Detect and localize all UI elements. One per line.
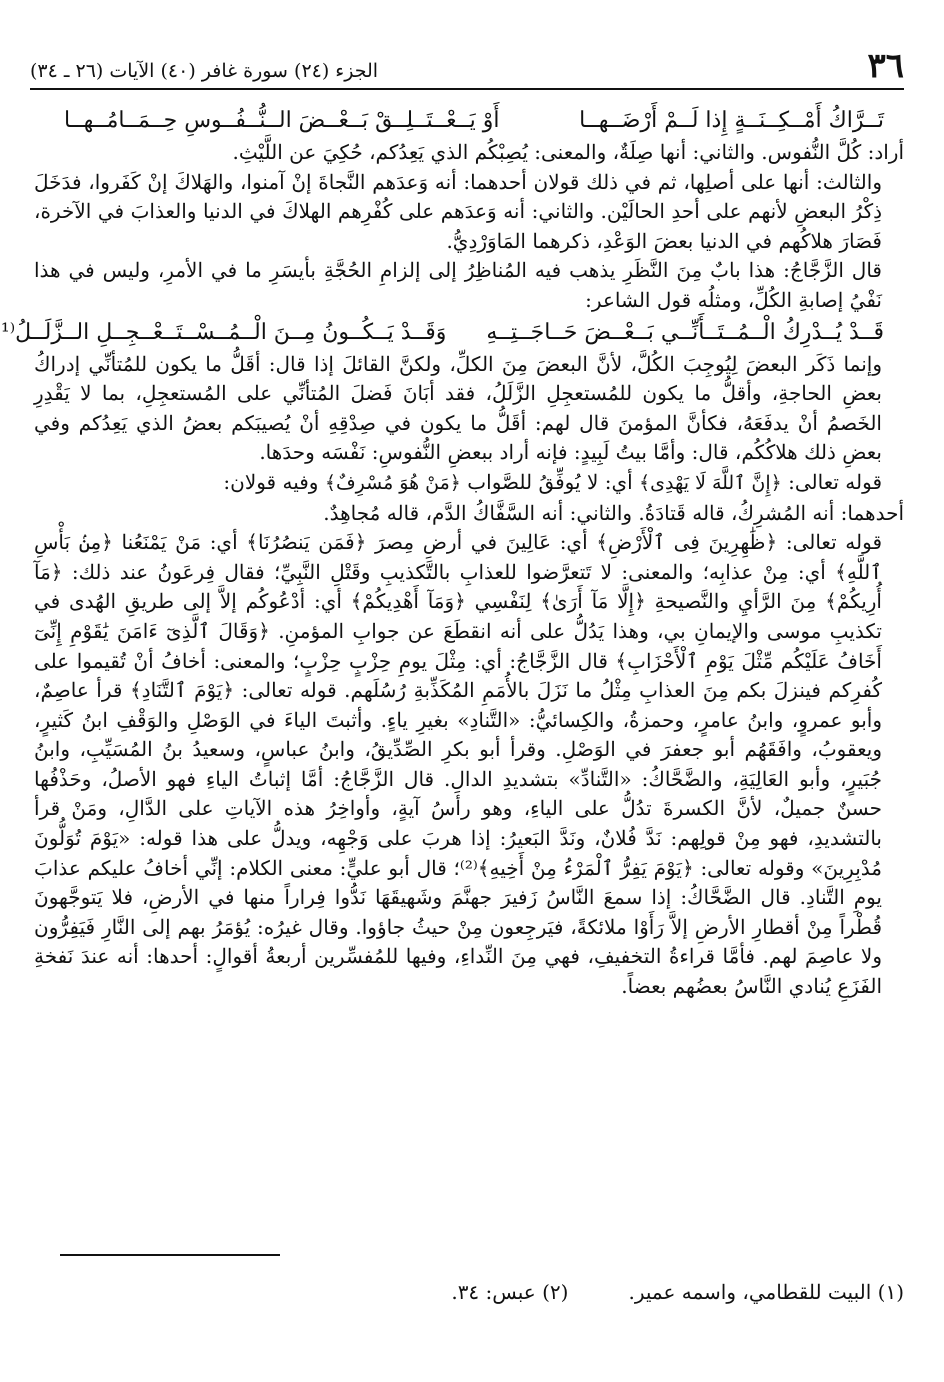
footnote-mark: (٢) bbox=[542, 1280, 569, 1304]
footnote-text: البيت للقطامي، واسمه عمير. bbox=[628, 1280, 872, 1304]
paragraph-5-part-c: وفيه قولان: bbox=[223, 469, 325, 494]
page-header bbox=[30, 44, 904, 90]
page-body bbox=[0, 104, 904, 1002]
paragraph-5-part-a: قوله تعالى: bbox=[781, 469, 882, 494]
verse-2-first-hemistich: قَــدْ يُــدْرِكُ الْــمُــتَــأَنِّــي بَــعْــضَ حَــاجَــتِــهِ bbox=[486, 319, 884, 345]
paragraph-3: قال الزَّجَّاجُ: هذا بابٌ مِنَ النَّظَرِ يذهب فيه المُناظِرُ إلى إلزامِ الحُجَّةِ بأيسَرِ ما في الأمرِ، وليس في هذا نَفْيُ إصابةِ الكُلِّ، ومثلُه قول الشاعر: bbox=[34, 258, 882, 312]
page-number: ٣٦ bbox=[867, 46, 904, 86]
verse-2-second-hemistich: وَقَــدْ يَــكُــونُ مِــنَ الْــمُــسْــتَــعْــجِــلِ الــزَّلَــلُ⁽¹ bbox=[0, 319, 447, 345]
paragraph-2: والثالث: أنها على أصلِها، ثم في ذلك قولان أحدهما: أنه وَعدَهم النَّجاةَ إنْ آمنوا، والهَلاكَ إنْ كَفَروا، فدَخَلَ ذِكْرُ البعضِ لأنهم على أحدِ الحالَيْن. والثاني: أنه وَعدَهم على كُفْرِهم الهلاكَ في الدنيا والعذابَ في الآخرة، فَصَارَ هلاكُهم في الدنيا بعضَ الوَعْدِ، ذكرهما المَاوَرْدِيُّ. bbox=[34, 169, 882, 253]
footnote-separator bbox=[60, 1254, 280, 1256]
paragraph-7: قوله تعالى: ﴿ظَٰهِرِينَ فِى ٱلْأَرْضِ﴾ أي: عَالِينَ في أرضِ مِصرَ ﴿فَمَن يَنصُرُنَا﴾ أي: مَنْ يَمْنَعُنا ﴿مِنۢ بَأْسِ ٱللَّهِ﴾ أي: مِنْ عذابِه؛ والمعنى: لا تَتعرَّضوا للعذابِ بالتَّكذيبِ وقَتْلِ النَّبِيِّ؛ فقال فِرعَونُ عند ذلك: ﴿مَآ أُرِيكُمْ﴾ مِنَ الرَّأيِ والنَّصيحةِ ﴿إِلَّا مَآ أَرَىٰ﴾ لِنَفْسِي ﴿وَمَآ أَهْدِيكُمْ﴾ أي: أدْعُوكُم إلاَّ إلى طريقِ الهُدى في تكذيبِ موسى والإيمانِ بي، وهذا يَدُلُّ على أنه انقطَعَ عن جوابِ المؤمنِ. ﴿وَقَالَ ٱلَّذِىٓ ءَامَنَ يَٰقَوْمِ إِنِّىٓ أَخَافُ عَلَيْكُم مِّثْلَ يَوْمِ ٱلْأَحْزَابِ﴾ قال الزَّجَّاجُ: أي: مِثْلَ يومِ حِزْبٍ حِزْبٍ؛ والمعنى: أخافُ أنْ تُقيموا على كُفرِكم فينزلَ بكم مِنَ العذابِ مِثْلُ ما نَزَلَ بالأُمَمِ المُكَذِّبةِ رُسُلَهم. قوله تعالى: ﴿يَوْمَ ٱلتَّنَادِ﴾ قرأ عاصِمٌ، وأبو عمروٍ، وابنُ عامرٍ، وحمزةُ، والكِسائيُّ: «التَّنادِ» بغيرِ ياءٍ. وأثبتَ الياءَ في الوَصْلِ والوَقْفِ ابنُ كَثيرٍ، ويعقوبُ، وافَقَهُم أبو جعفرَ في الوَصْلِ. وقرأ أبو بكرِ الصِّدِّيقُ، وابنُ عباسٍ، وسعيدُ بنُ المُسَيِّبِ، وابنُ جُبَيرٍ، وأبو العَالِيَةِ، والضَّحَّاكُ: «التَّنادِّ» بتشديدِ الدالِ. قال الزَّجَّاجُ: أمَّا إثباتُ الياءِ فهو الأصلُ، وحَذْفُها حسنٌ جميلٌ، لأنَّ الكسرةَ تدُلُّ على الياءِ، وهو رأسُ آيةٍ، وأواخِرُ هذه الآياتِ على الدَّالِ، ومَنْ قرأ بالتشديدِ، فهو مِنْ قولِهم: نَدَّ فُلانٌ، ونَدَّ البَعيرُ: إذا هربَ على وَجْهِه، ويدلُّ على هذا قوله: «يَوْمَ تُوَلُّونَ مُدْبِرِينَ» وقوله تعالى: ﴿يَوْمَ يَفِرُّ ٱلْمَرْءُ مِنْ أَخِيهِ﴾⁽²⁾؛ قال أبو عليٍّ: معنى الكلام: إنِّي أخافُ عليكم عذابَ يومِ التَّنادِ. قال الضَّحَّاكُ: إذا سمعَ النَّاسُ زَفيرَ جهنَّمَ وشَهيقَهَا نَدُّوا فِراراً منها في الأرضِ، فلا يَتوجَّهونَ قُطْراً مِنْ أقطارِ الأرضِ إلاَّ رَأَوْا ملائكةً، فيَرجِعون مِنْ حيثُ جاؤوا. وقال غيرُه: يُؤمَرُ بهم إلى النَّارِ فَيَفِرُّون ولا عاصِمَ لهم. فأمَّا قراءةُ التخفيفِ، فهي مِنَ النِّداءِ، وفيها للمُفسِّرين أربعةُ أقوالٍ: أحدها: أنه عندَ نَفخةِ الفَزَعِ يُنادي النَّاسُ بعضُهم بعضاً. bbox=[34, 530, 883, 999]
poetry-verse-1 bbox=[34, 104, 904, 138]
footnote-2 bbox=[451, 1276, 568, 1308]
footnotes bbox=[40, 1276, 904, 1308]
quran-quote: ﴿مَنْ هُوَ مُسْرِفٌ﴾ bbox=[324, 471, 461, 494]
quran-quote: ﴿إِنَّ ٱللَّهَ لَا يَهْدِى﴾ bbox=[639, 471, 782, 494]
paragraph-4: وإنما ذَكَر البعضَ لِيُوجِبَ الكُلَّ، لأنَّ البعضَ مِنَ الكلِّ، ولكنَّ القائلَ إذا قال: أقَلُّ ما يكون للمُتأنِّي إدراكُ بعضِ الحاجةِ، وأقلُّ ما يكون للمُستعجِلِ الزَّلَلُ، فقد أبَانَ فَضلَ المُتأنِّي على المُستعجِلِ، بما لا يَقْدِرِ الخَصمُ أنْ يدفَعَهُ، فكأنَّ المؤمنَ قال لهم: أقَلُّ ما يكون في صِدْقِهِ أنْ يُصيبَكم بعضُ الذي يَعِدُكم وفي بعضِ ذلك هلاكُكُم، قال: وأمَّا بيتُ لَبِيدٍ: فإنه أراد ببعضِ النُّفوسِ: نَفْسَه وحدَها. bbox=[34, 351, 882, 465]
footnote-text: عبس: ٣٤. bbox=[451, 1280, 536, 1304]
verse-1-first-hemistich: تَــرَّاكُ أَمْــكِــنَــةٍ إِذا لَــمْ أَرْضَــهــا bbox=[579, 108, 884, 133]
paragraph-5-part-b: أي: لا يُوفِّقُ للصَّواب bbox=[460, 469, 640, 494]
verse-1-second-hemistich: أَوْ يَــعْــتَــلِــقْ بَــعْــضَ الــنُّــفُــوسِ حِــمَــامُــهــا bbox=[64, 108, 500, 133]
footnote-mark: (١) bbox=[877, 1280, 904, 1304]
poetry-verse-2 bbox=[0, 316, 904, 350]
running-head: الجزء (٢٤) سورة غافر (٤٠) الآيات (٢٦ ـ ٣٤) bbox=[30, 60, 379, 82]
footnote-1 bbox=[628, 1276, 904, 1308]
paragraph-1: أراد: كُلَّ النُّفوس. والثاني: أنها صِلَةٌ، والمعنى: يُصِبْكُم الذي يَعِدُكم، حُكِيَ عن اللَّيْثِ. bbox=[232, 140, 904, 164]
paragraph-6: أحدهما: أنه المُشرِكُ، قاله قَتادَةُ. والثاني: أنه السَّفَّاكُ الدَّم، قاله مُجاهِدٌ. bbox=[323, 500, 904, 525]
paragraph-5 bbox=[34, 468, 904, 499]
